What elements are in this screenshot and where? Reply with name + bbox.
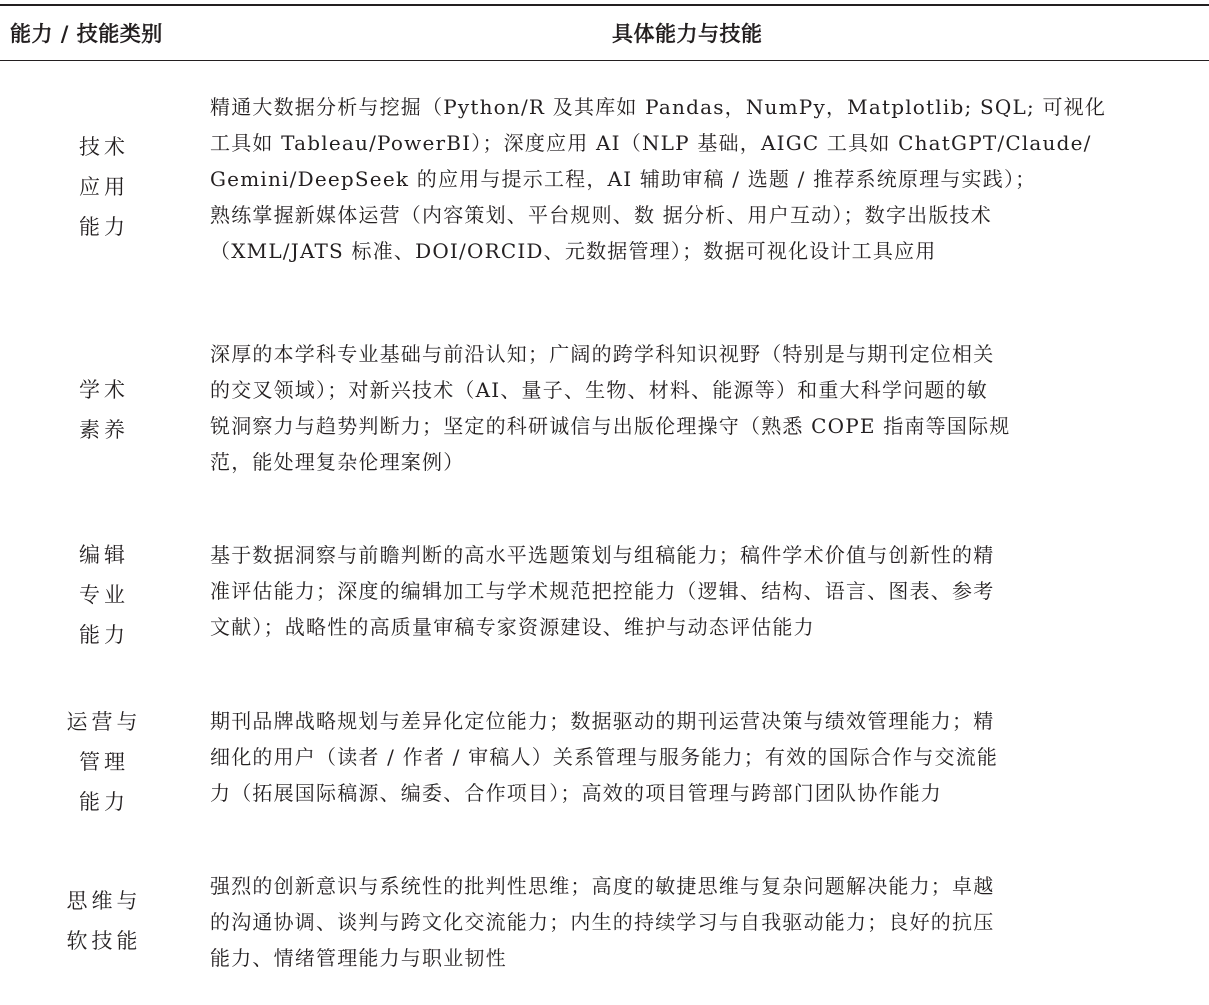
category-line: 软技能 <box>66 929 142 953</box>
row-detail <box>210 336 1202 480</box>
category-line: 能力 <box>79 623 129 647</box>
category-line: 技术 <box>79 135 129 159</box>
row-category <box>54 370 154 450</box>
detail-line: 范，能处理复杂伦理案例） <box>210 450 465 474</box>
category-line: 能力 <box>79 215 129 239</box>
detail-line: Gemini/DeepSeek 的应用与提示工程，AI 辅助审稿 / 选题 / 推荐系统原理与实践）； <box>210 167 1037 191</box>
table-top-rule <box>0 4 1209 6</box>
detail-line: 期刊品牌战略规划与差异化定位能力；数据驱动的期刊运营决策与绩效管理能力；精 <box>210 709 995 733</box>
detail-line: 强烈的创新意识与系统性的批判性思维；高度的敏捷思维与复杂问题解决能力；卓越 <box>210 874 995 898</box>
detail-line: 深厚的本学科专业基础与前沿认知；广阔的跨学科知识视野（特别是与期刊定位相关 <box>210 342 995 366</box>
category-line: 管理 <box>79 750 129 774</box>
detail-line: 精通大数据分析与挖掘（Python/R 及其库如 Pandas，NumPy，Matplotlib; SQL; 可视化 <box>210 95 1107 119</box>
row-detail <box>210 89 1202 269</box>
row-category <box>54 127 154 247</box>
detail-line: 准评估能力；深度的编辑加工与学术规范把控能力（逻辑、结构、语言、图表、参考 <box>210 579 995 603</box>
detail-line: 熟练掌握新媒体运营（内容策划、平台规则、数 据分析、用户互动）；数字出版技术 <box>210 203 992 227</box>
row-category <box>54 535 154 655</box>
detail-line: 能力、情绪管理能力与职业韧性 <box>210 946 507 970</box>
row-category <box>54 702 154 822</box>
category-line: 专业 <box>79 583 129 607</box>
header-category: 能力 / 技能类别 <box>10 22 163 46</box>
category-line: 编辑 <box>79 543 129 567</box>
detail-line: 的沟通协调、谈判与跨文化交流能力；内生的持续学习与自我驱动能力；良好的抗压 <box>210 910 995 934</box>
detail-line: 基于数据洞察与前瞻判断的高水平选题策划与组稿能力；稿件学术价值与创新性的精 <box>210 543 995 567</box>
category-line: 能力 <box>79 790 129 814</box>
row-category <box>54 881 154 961</box>
header-detail: 具体能力与技能 <box>612 22 763 46</box>
header-rule <box>0 60 1209 61</box>
detail-line: 的交叉领域）；对新兴技术（AI、量子、生物、材料、能源等）和重大科学问题的敏 <box>210 378 988 402</box>
category-line: 应用 <box>79 175 129 199</box>
detail-line: 力（拓展国际稿源、编委、合作项目）；高效的项目管理与跨部门团队协作能力 <box>210 781 942 805</box>
category-line: 思维与 <box>66 889 142 913</box>
row-detail <box>210 703 1202 811</box>
category-line: 学术 <box>79 378 129 402</box>
row-detail <box>210 537 1202 645</box>
row-detail <box>210 868 1202 976</box>
detail-line: 文献）；战略性的高质量审稿专家资源建设、维护与动态评估能力 <box>210 615 815 639</box>
detail-line: 锐洞察力与趋势判断力；坚定的科研诚信与出版伦理操守（熟悉 COPE 指南等国际规 <box>210 414 1011 438</box>
category-line: 运营与 <box>66 710 142 734</box>
detail-line: （XML/JATS 标准、DOI/ORCID、元数据管理）；数据可视化设计工具应用 <box>210 239 937 263</box>
detail-line: 细化的用户（读者 / 作者 / 审稿人）关系管理与服务能力；有效的国际合作与交流能 <box>210 745 999 769</box>
detail-line: 工具如 Tableau/PowerBI）；深度应用 AI（NLP 基础，AIGC 工具如 ChatGPT/Claude/ <box>210 131 1092 155</box>
category-line: 素养 <box>79 418 129 442</box>
